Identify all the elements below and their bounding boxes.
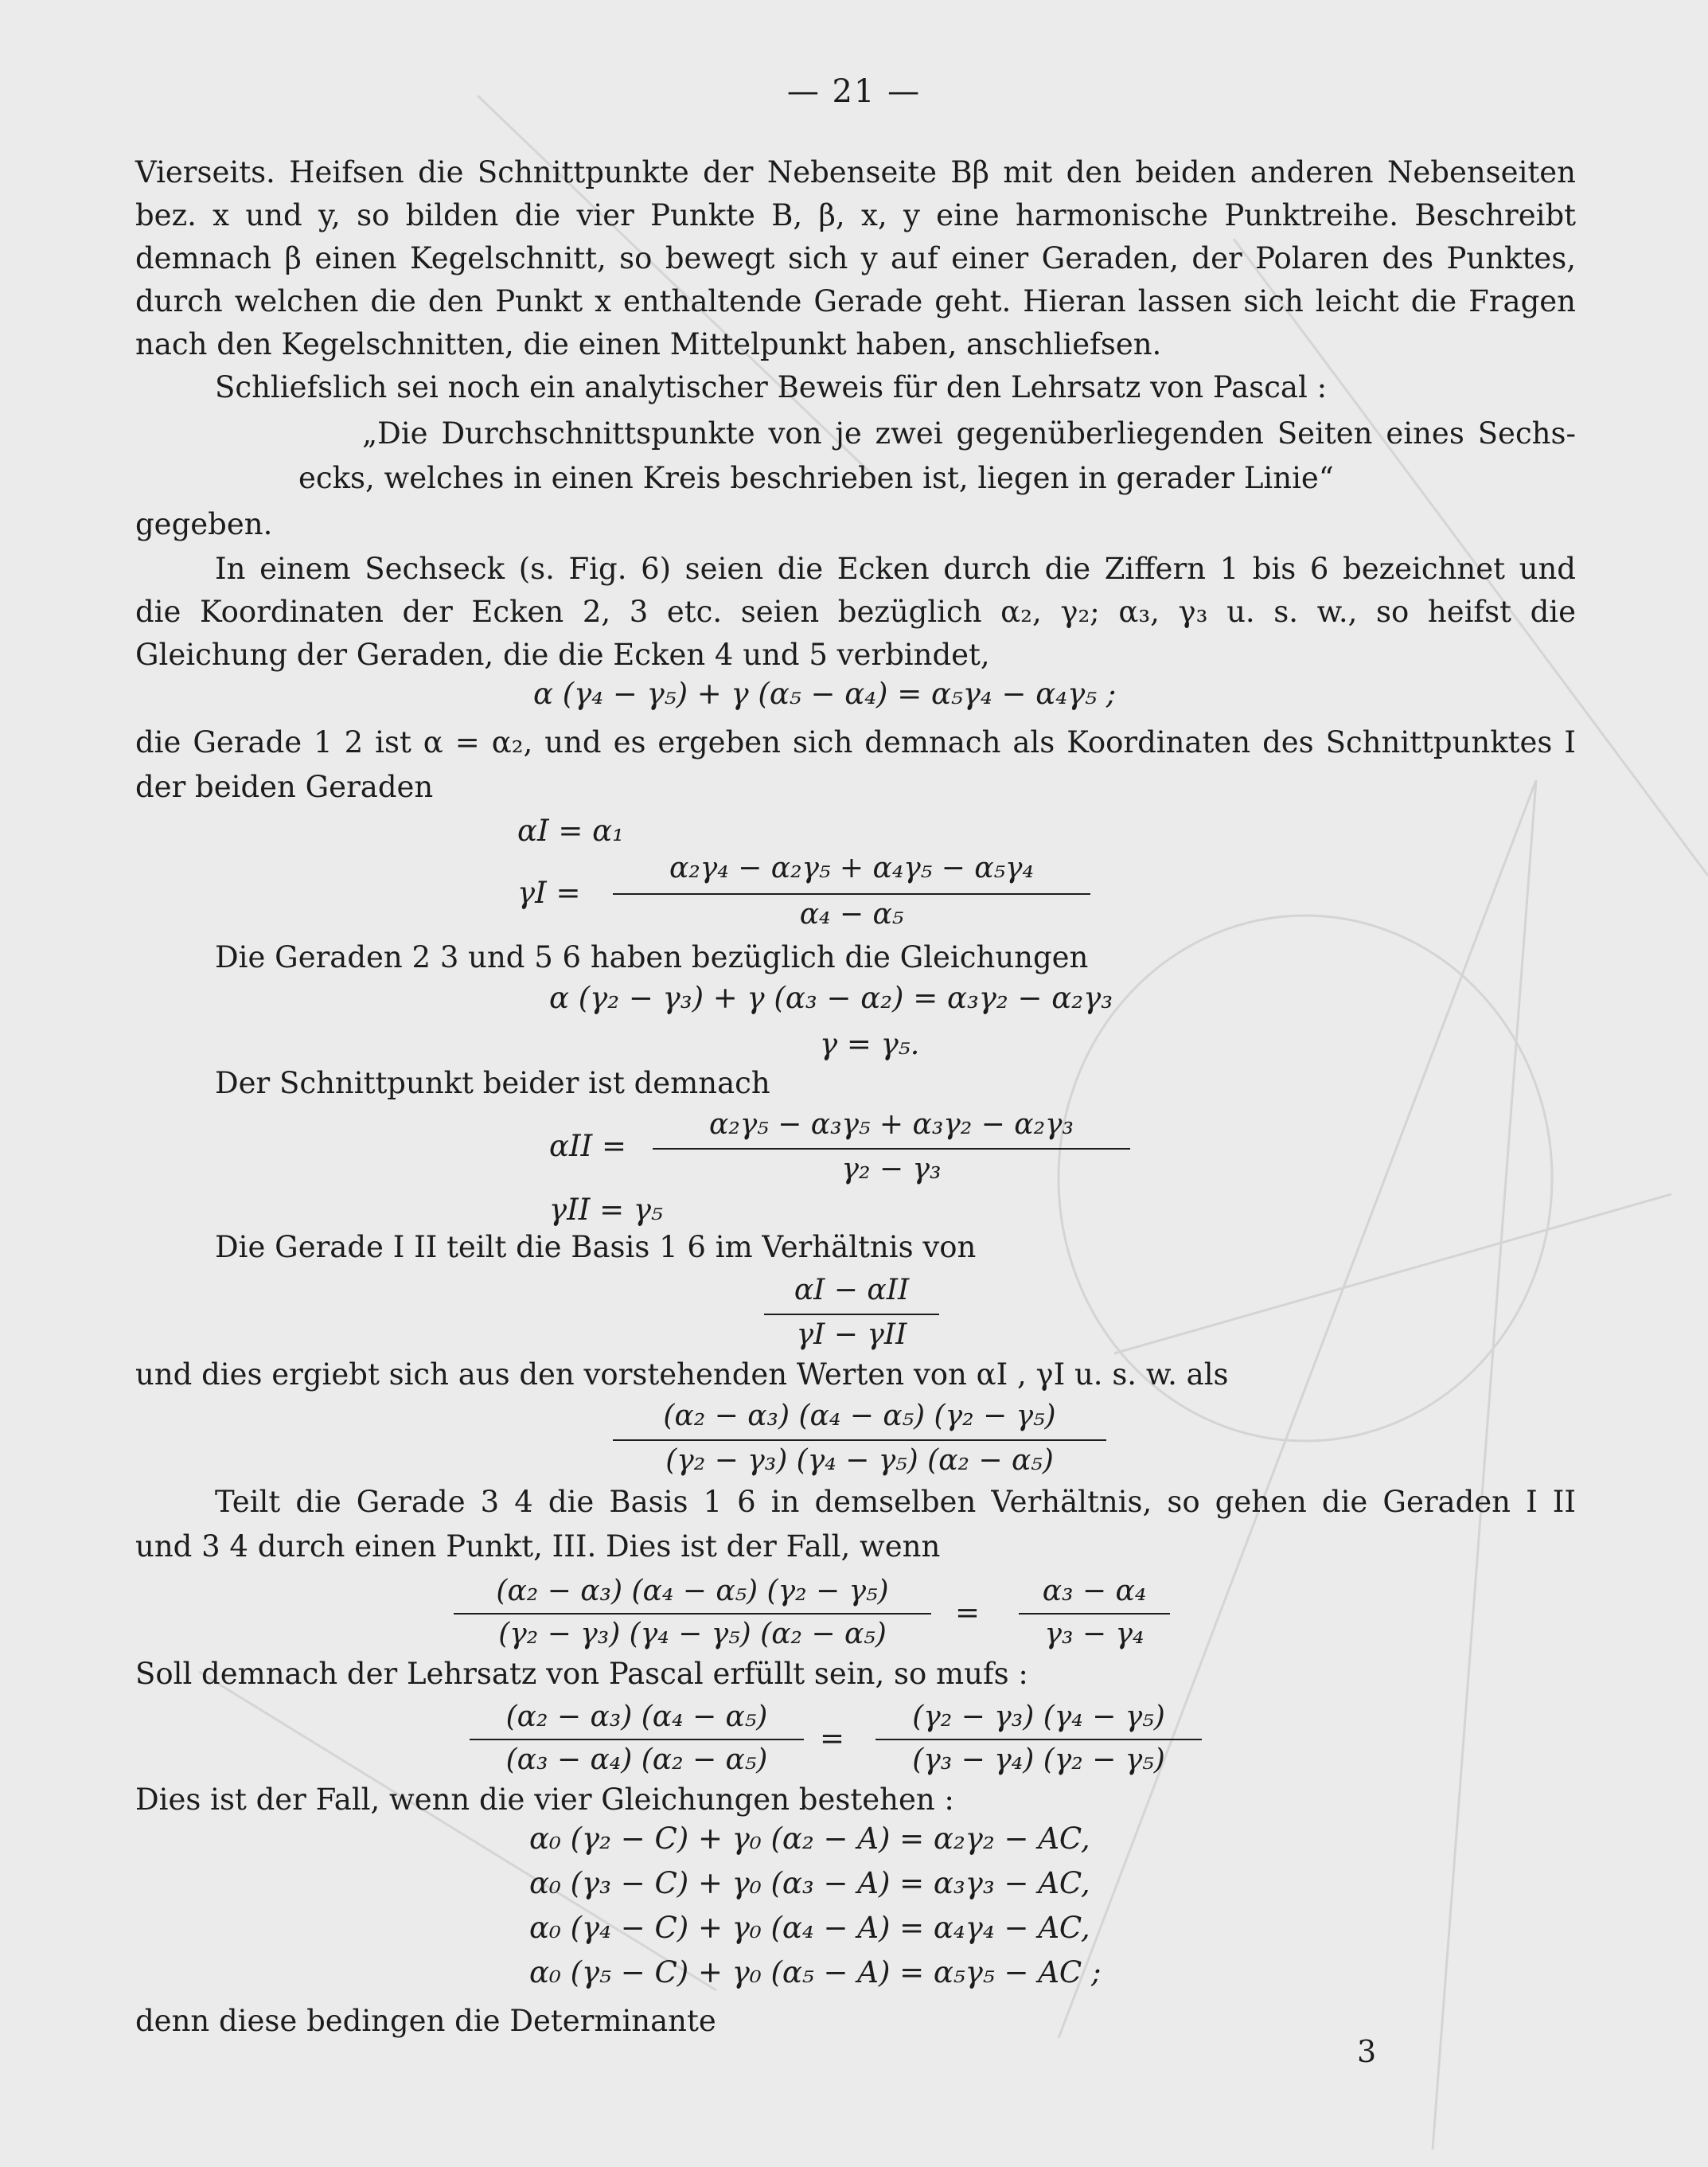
equation-gamma-I-lhs: γI = bbox=[517, 876, 581, 910]
fraction-denominator: (γ₂ − γ₃) (γ₄ − γ₅) (α₂ − α₅) bbox=[665, 1444, 1054, 1477]
fraction-bar bbox=[875, 1739, 1202, 1740]
equation-line-56: γ = γ₅. bbox=[820, 1027, 920, 1061]
text-line: Dies ist der Fall, wenn die vier Gleichungen bestehen : bbox=[135, 1782, 954, 1817]
equals-sign: = bbox=[820, 1721, 845, 1755]
fraction-bar bbox=[1019, 1613, 1170, 1615]
fraction-bar bbox=[470, 1739, 804, 1740]
equation-line-45: α (γ₄ − γ₅) + γ (α₅ − α₄) = α₅γ₄ − α₄γ₅ ; bbox=[533, 677, 1117, 711]
fraction-denominator: (γ₃ − γ₄) (γ₂ − γ₅) bbox=[912, 1743, 1165, 1776]
fraction-denominator: α₄ − α₅ bbox=[799, 898, 904, 931]
text-line: Der Schnittpunkt beider ist demnach bbox=[215, 1066, 770, 1100]
quote-line-2: ecks, welches in einen Kreis beschrieben ist, liegen in gerader Linie“ bbox=[298, 461, 1334, 495]
text-line: und dies ergiebt sich aus den vorstehenden Werten von αI , γI u. s. w. als bbox=[135, 1357, 1229, 1392]
quote-tail: gegeben. bbox=[135, 507, 273, 541]
equals-sign: = bbox=[955, 1595, 981, 1630]
fraction-denominator: (γ₂ − γ₃) (γ₄ − γ₅) (α₂ − α₅) bbox=[498, 1618, 887, 1650]
fraction-numerator: (γ₂ − γ₃) (γ₄ − γ₅) bbox=[912, 1700, 1165, 1733]
text-line: durch welchen die den Punkt x enthaltende Gerade geht. Hieran lassen sich leicht die Fragen bbox=[135, 284, 1576, 318]
fraction-numerator: α₃ − α₄ bbox=[1042, 1575, 1147, 1607]
quote-line-1: „Die Durchschnittspunkte von je zwei gegenüberliegenden Seiten eines Sechs- bbox=[362, 416, 1576, 451]
fraction-numerator: (α₂ − α₃) (α₄ − α₅) (γ₂ − γ₅) bbox=[663, 1400, 1056, 1432]
fraction-denominator: (α₃ − α₄) (α₂ − α₅) bbox=[505, 1743, 768, 1776]
ghost-line bbox=[1433, 780, 1536, 2149]
equation-system-line: α₀ (γ₅ − C) + γ₀ (α₅ − A) = α₅γ₅ − AC ; bbox=[529, 1955, 1102, 1989]
fraction-numerator: (α₂ − α₃) (α₄ − α₅) (γ₂ − γ₅) bbox=[496, 1575, 889, 1607]
page-header: — 21 — bbox=[786, 73, 922, 110]
equation-alpha-II-lhs: αII = bbox=[549, 1129, 626, 1163]
fraction-bar bbox=[764, 1314, 939, 1315]
fraction-bar bbox=[454, 1613, 931, 1615]
fraction-bar bbox=[613, 893, 1090, 895]
paragraph-vierseits bbox=[135, 151, 1576, 323]
text-line: und 3 4 durch einen Punkt, III. Dies ist der Fall, wenn bbox=[135, 1529, 941, 1564]
text-line: die Gerade 1 2 ist α = α₂, und es ergeben sich demnach als Koordinaten des Schnittpunktes I bbox=[135, 725, 1576, 759]
fraction-numerator: α₂γ₄ − α₂γ₅ + α₄γ₅ − α₅γ₄ bbox=[669, 852, 1034, 884]
fraction-numerator: (α₂ − α₃) (α₄ − α₅) bbox=[505, 1700, 768, 1733]
fraction-denominator: γ₂ − γ₃ bbox=[841, 1153, 942, 1185]
equation-system-line: α₀ (γ₂ − C) + γ₀ (α₂ − A) = α₂γ₂ − AC, bbox=[529, 1821, 1090, 1856]
fraction-bar bbox=[613, 1439, 1106, 1441]
fraction-bar bbox=[653, 1148, 1130, 1150]
paragraph-pascal-intro: Schliefslich sei noch ein analytischer Beweis für den Lehrsatz von Pascal : bbox=[215, 370, 1328, 404]
fraction-denominator: γI − γII bbox=[796, 1318, 907, 1351]
text-line: der beiden Geraden bbox=[135, 770, 434, 804]
equation-system-line: α₀ (γ₃ − C) + γ₀ (α₃ − A) = α₃γ₃ − AC, bbox=[529, 1866, 1090, 1900]
page-number: 3 bbox=[1357, 2034, 1377, 2069]
text-line: nach den Kegelschnitten, die einen Mittelpunkt haben, anschliefsen. bbox=[135, 327, 1162, 361]
text-line: Teilt die Gerade 3 4 die Basis 1 6 in demselben Verhältnis, so gehen die Geraden I II bbox=[215, 1485, 1576, 1519]
equation-line-23: α (γ₂ − γ₃) + γ (α₃ − α₂) = α₃γ₂ − α₂γ₃ bbox=[549, 981, 1113, 1015]
paragraph-sechseck bbox=[135, 548, 1576, 591]
text-line: Vierseits. Heifsen die Schnittpunkte der Nebenseite Bβ mit den beiden anderen Nebenseiten bbox=[135, 155, 1576, 189]
text-line: In einem Sechseck (s. Fig. 6) seien die Ecken durch die Ziffern 1 bis 6 bezeichnet und bbox=[215, 552, 1576, 586]
ghost-line bbox=[1114, 1194, 1671, 1353]
equation-alpha-I: αI = α₁ bbox=[517, 814, 624, 848]
text-line: demnach β einen Kegelschnitt, so bewegt sich y auf einer Geraden, der Polaren des Punktes, bbox=[135, 241, 1576, 275]
fraction-numerator: α₂γ₅ − α₃γ₅ + α₃γ₂ − α₂γ₃ bbox=[709, 1108, 1074, 1141]
text-line: denn diese bedingen die Determinante bbox=[135, 2004, 716, 2038]
equation-gamma-II: γII = γ₅ bbox=[549, 1193, 663, 1227]
fraction-denominator: γ₃ − γ₄ bbox=[1044, 1618, 1145, 1650]
text-line: die Koordinaten der Ecken 2, 3 etc. seien bezüglich α₂, γ₂; α₃, γ₃ u. s. w., so heifst die bbox=[135, 595, 1576, 629]
fraction-numerator: αI − αII bbox=[794, 1274, 910, 1306]
text-line: Die Gerade I II teilt die Basis 1 6 im Verhältnis von bbox=[215, 1230, 977, 1264]
equation-system-line: α₀ (γ₄ − C) + γ₀ (α₄ − A) = α₄γ₄ − AC, bbox=[529, 1911, 1090, 1945]
text-line: bez. x und y, so bilden die vier Punkte B, β, x, y eine harmonische Punktreihe. Beschreibt bbox=[135, 198, 1576, 232]
text-line: Die Geraden 2 3 und 5 6 haben bezüglich die Gleichungen bbox=[215, 940, 1089, 974]
text-line: Gleichung der Geraden, die die Ecken 4 und 5 verbindet, bbox=[135, 638, 990, 672]
text-line: Soll demnach der Lehrsatz von Pascal erfüllt sein, so mufs : bbox=[135, 1657, 1028, 1691]
